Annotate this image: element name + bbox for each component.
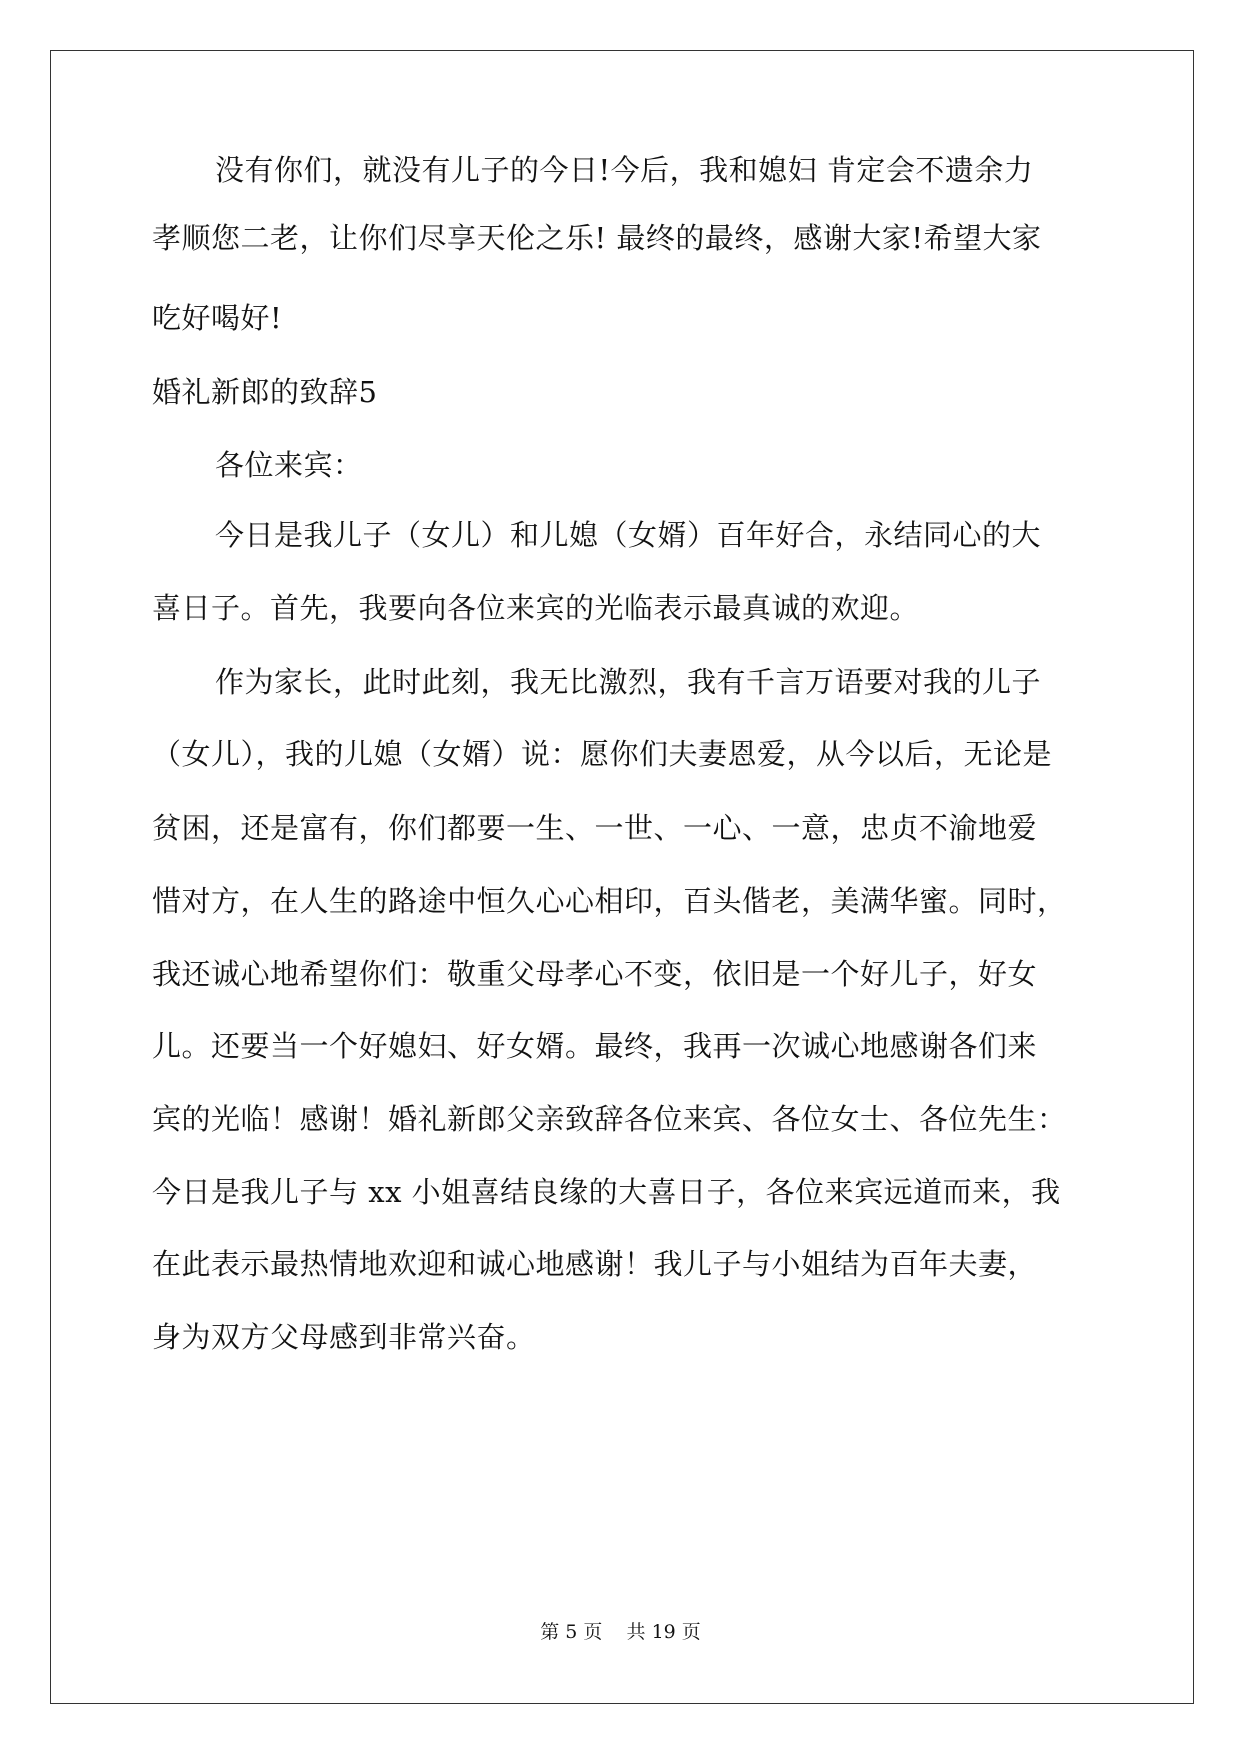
paragraph-line: 儿。还要当一个好媳妇、好女婿。最终，我再一次诚心地感谢各们来 [152,1029,1038,1063]
salutation: 各位来宾： [215,448,363,482]
paragraph-line: 没有你们，就没有儿子的今日!今后，我和媳妇 肯定会不遗余力 [215,153,1034,187]
paragraph-line: 贫困，还是富有，你们都要一生、一世、一心、一意，忠贞不渝地爱 [152,811,1038,845]
paragraph-line: 喜日子。首先，我要向各位来宾的光临表示最真诚的欢迎。 [152,591,920,625]
paragraph-line: 惜对方，在人生的路途中恒久心心相印，百头偕老，美满华蜜。同时， [152,884,1067,918]
paragraph-line: 今日是我儿子（女儿）和儿媳（女婿）百年好合，永结同心的大 [215,518,1042,552]
paragraph-line: 在此表示最热情地欢迎和诚心地感谢！我儿子与小姐结为百年夫妻， [152,1247,1038,1281]
paragraph-line: 吃好喝好! [152,301,283,335]
paragraph-line: 我还诚心地希望你们：敬重父母孝心不变，依旧是一个好儿子，好女 [152,957,1038,991]
paragraph-line: （女儿），我的儿媳（女婿）说：愿你们夫妻恩爱，从今以后，无论是 [152,737,1053,771]
page-number-footer: 第 5 页 共 19 页 [540,1621,701,1643]
paragraph-line: 宾的光临！感谢！婚礼新郎父亲致辞各位来宾、各位女士、各位先生： [152,1102,1067,1136]
paragraph-line: 作为家长，此时此刻，我无比激烈，我有千言万语要对我的儿子 [215,665,1042,699]
paragraph-line: 孝顺您二老，让你们尽享天伦之乐! 最终的最终，感谢大家!希望大家 [152,221,1042,255]
page-border [50,50,1194,1704]
paragraph-line: 身为双方父母感到非常兴奋。 [152,1320,536,1354]
section-heading: 婚礼新郎的致辞5 [152,375,378,409]
paragraph-line: 今日是我儿子与 xx 小姐喜结良缘的大喜日子，各位来宾远道而来，我 [152,1175,1061,1209]
